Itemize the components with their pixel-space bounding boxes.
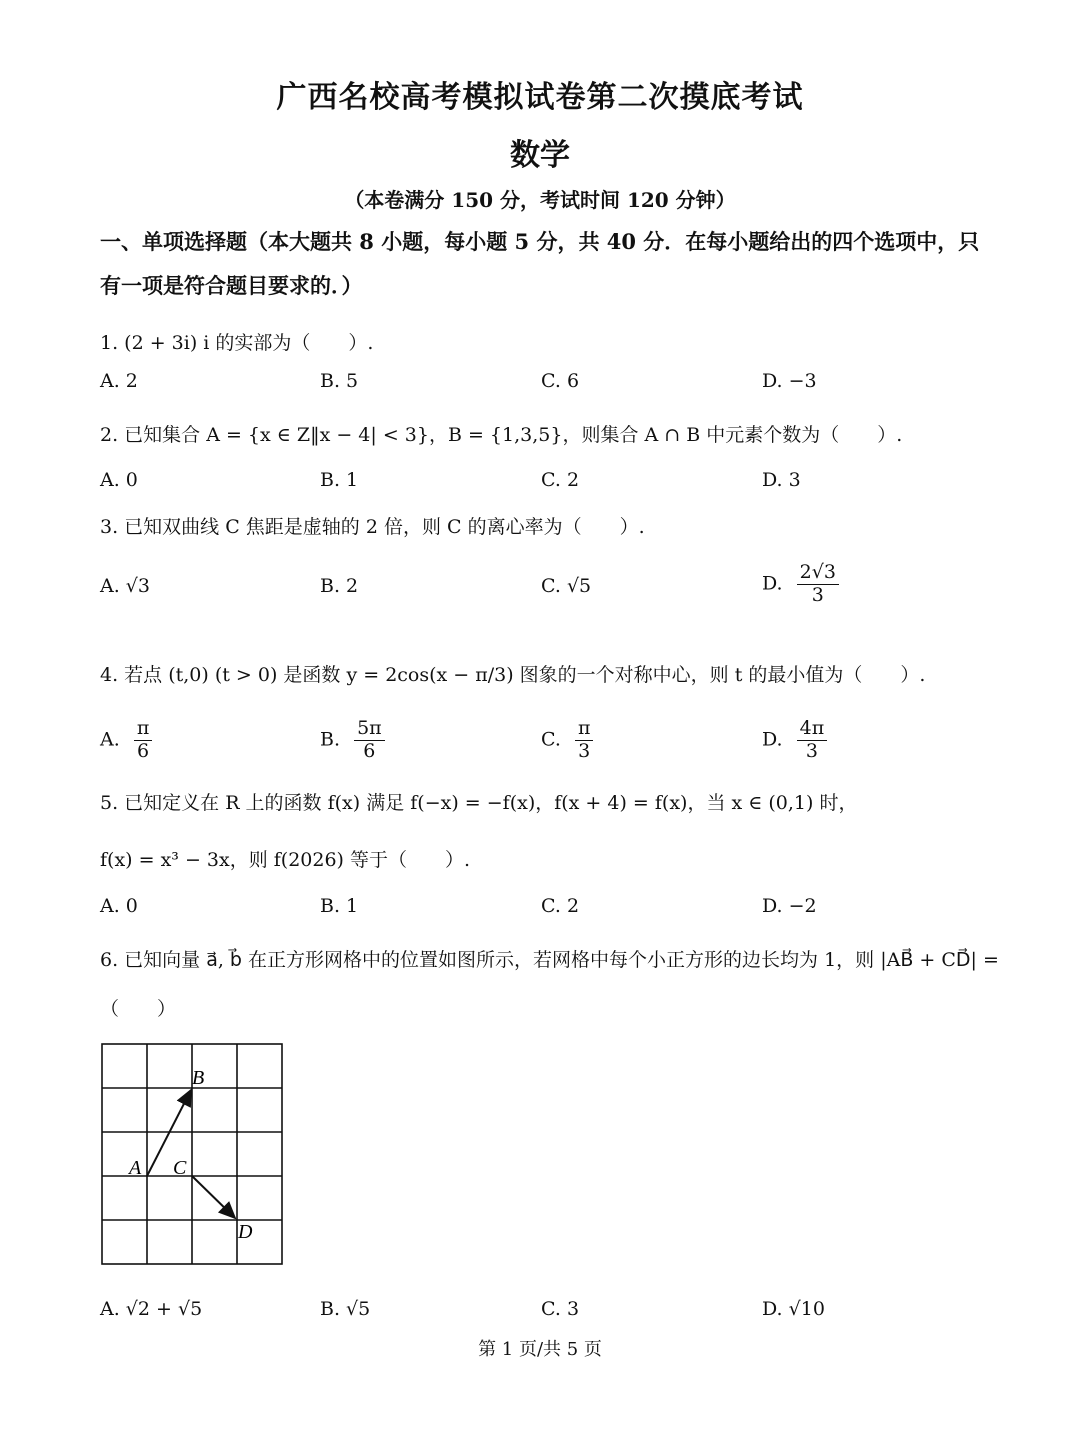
question-3-option-a[interactable]: A. √3 [100, 575, 150, 597]
question-6-option-a[interactable]: A. √2 + √5 [100, 1298, 203, 1320]
option-label: B. [320, 728, 341, 751]
point-label-a: A [129, 1157, 142, 1179]
question-2-stem: 2. 已知集合 A = {x ∈ Z‖x − 4| < 3}，B = {1,3,5}，则集合 A ∩ B 中元素个数为（ ）. [100, 424, 903, 446]
option-fraction [354, 718, 385, 763]
fraction-denominator: 3 [578, 739, 591, 762]
fraction-numerator: 4π [797, 718, 828, 741]
question-2-option-c[interactable]: C. 2 [541, 469, 580, 491]
fraction-denominator: 6 [363, 739, 376, 762]
question-1-option-c[interactable]: C. 6 [541, 370, 580, 392]
question-5-stem-line2: f(x) = x³ − 3x，则 f(2026) 等于（ ）. [100, 849, 471, 871]
question-4-option-c[interactable] [541, 718, 593, 763]
fraction-numerator: 5π [354, 718, 385, 741]
question-4-stem: 4. 若点 (t,0) (t > 0) 是函数 y = 2cos(x − π/3) 图象的一个对称中心，则 t 的最小值为（ ）. [100, 664, 926, 686]
question-5-option-b[interactable]: B. 1 [320, 895, 359, 917]
question-6-stem-line2: （ ） [100, 998, 177, 1020]
question-2-option-a[interactable]: A. 0 [100, 469, 138, 491]
question-1-option-a[interactable]: A. 2 [100, 370, 138, 392]
question-2-option-b[interactable]: B. 1 [320, 469, 359, 491]
point-label-b: B [192, 1067, 205, 1089]
question-6-option-b[interactable]: B. √5 [320, 1298, 371, 1320]
question-3-option-d-fraction [797, 562, 839, 607]
fraction-denominator: 3 [811, 583, 824, 606]
question-5-stem: 5. 已知定义在 R 上的函数 f(x) 满足 f(−x) = −f(x)，f(x + 4) = f(x)，当 x ∈ (0,1) 时， [100, 792, 858, 814]
question-5-option-c[interactable]: C. 2 [541, 895, 580, 917]
option-label: A. [100, 728, 120, 751]
vector-grid-figure [96, 1038, 292, 1272]
option-label: D. [762, 728, 783, 751]
question-6-option-d[interactable]: D. √10 [762, 1298, 825, 1320]
exam-title: 广西名校高考模拟试卷第二次摸底考试 [276, 80, 804, 115]
question-5-option-d[interactable]: D. −2 [762, 895, 817, 917]
fraction-numerator: 2√3 [797, 562, 839, 585]
option-label: C. [541, 728, 561, 751]
question-6-option-c[interactable]: C. 3 [541, 1298, 580, 1320]
option-fraction [575, 718, 594, 763]
question-4-option-d[interactable] [762, 718, 827, 763]
fraction-denominator: 6 [137, 739, 150, 762]
question-3-option-b[interactable]: B. 2 [320, 575, 359, 597]
section-instruction-line2: 有一项是符合题目要求的．） [100, 273, 363, 298]
fraction-numerator: π [134, 718, 153, 741]
question-3-option-d[interactable] [762, 562, 839, 607]
question-1-stem: 1. (2 + 3i) i 的实部为（ ）. [100, 332, 374, 354]
option-fraction [134, 718, 153, 763]
question-4-option-a[interactable] [100, 718, 152, 763]
exam-note: （本卷满分 150 分，考试时间 120 分钟） [344, 188, 736, 212]
option-fraction [797, 718, 828, 763]
question-4-option-b[interactable] [320, 718, 385, 763]
vector-cd-arrow [192, 1176, 235, 1218]
question-2-option-d[interactable]: D. 3 [762, 469, 801, 491]
point-label-d: D [238, 1221, 253, 1243]
question-1-option-b[interactable]: B. 5 [320, 370, 359, 392]
question-3-option-d-label: D. [762, 572, 783, 595]
section-instruction-line1: 一、单项选择题（本大题共 8 小题，每小题 5 分，共 40 分．在每小题给出的四个选项中，只 [100, 229, 980, 254]
question-1-option-d[interactable]: D. −3 [762, 370, 817, 392]
question-6-stem: 6. 已知向量 a⃗, b⃗ 在正方形网格中的位置如图所示，若网格中每个小正方形的边长均为 1，则 |AB⃗ + CD⃗| = [100, 949, 999, 971]
subject-title: 数学 [510, 138, 570, 173]
page-footer: 第 1 页/共 5 页 [478, 1339, 602, 1360]
point-label-c: C [173, 1157, 187, 1179]
question-3-option-c[interactable]: C. √5 [541, 575, 592, 597]
fraction-numerator: π [575, 718, 594, 741]
question-5-option-a[interactable]: A. 0 [100, 895, 138, 917]
question-3-stem: 3. 已知双曲线 C 焦距是虚轴的 2 倍，则 C 的离心率为（ ）. [100, 516, 645, 538]
fraction-denominator: 3 [805, 739, 818, 762]
